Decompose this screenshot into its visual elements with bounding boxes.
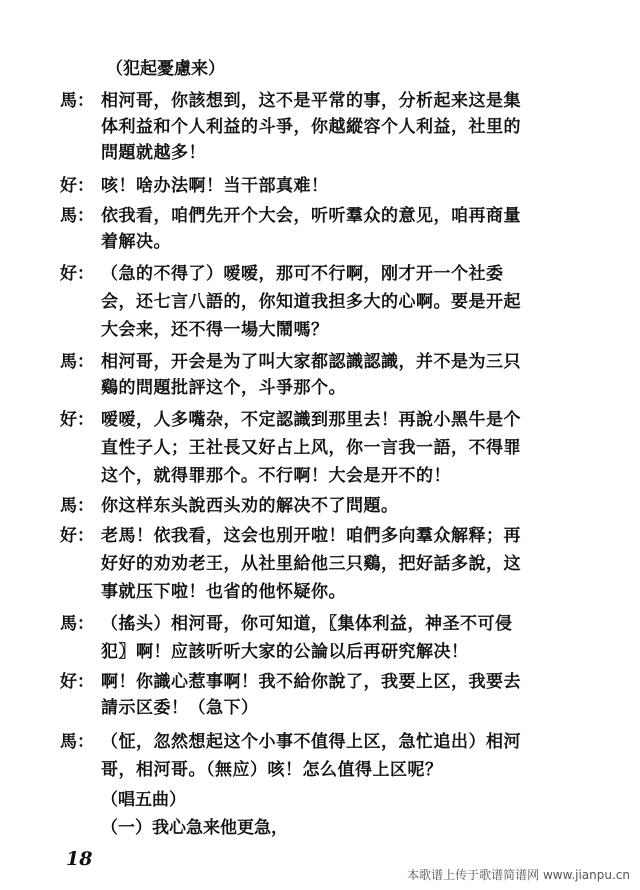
dialogue-line: 老馬！依我看，这会也別开啦！咱們多向羣众解释；再 [101, 526, 521, 546]
dialogue-line: 直性子人；王社長又好占上风，你一言我一語，不得罪 [101, 438, 521, 458]
speaker-ma: 馬： [60, 614, 94, 634]
dialogue-line: 問題就越多！ [101, 143, 206, 163]
dialogue-line: 犯〗啊！应該听听大家的公論以后再研究解决！ [101, 642, 469, 662]
speaker-hao: 好： [60, 264, 94, 284]
dialogue-line: 好好的劝劝老王，从社里給他三只鷄，把好話多說，这 [101, 554, 521, 574]
dialogue-line: （急的不得了）嗳嗳，那可不行啊，刚才开一个社委 [101, 264, 504, 284]
dialogue-line: 事就压下啦！也省的他怀疑你。 [101, 582, 346, 602]
stage-direction: （犯起憂慮来） [106, 59, 225, 79]
dialogue-line: 大会来，还不得一場大鬧嗎？ [101, 320, 329, 340]
dialogue-line: 哥，相河哥。（無应）咳！怎么值得上区呢？ [101, 760, 443, 780]
speaker-hao: 好： [60, 672, 94, 692]
dialogue-line: 着解决。 [101, 232, 171, 252]
dialogue-line: 依我看，咱們先开个大会，听听羣众的意见，咱再商量 [101, 206, 521, 226]
dialogue-line: 会，还七言八語的，你知道我担多大的心啊。要是开起 [101, 292, 521, 312]
dialogue-line: 相河哥，开会是为了叫大家都認識認識，并不是为三只 [101, 352, 521, 372]
dialogue-line: 咳！啥办法啊！当干部真难！ [101, 176, 329, 196]
speaker-ma: 馬： [60, 91, 94, 111]
dialogue-line: 你这样东头說西头劝的解决不了問題。 [101, 496, 399, 516]
dialogue-line: 嗳嗳，人多嘴杂，不定認識到那里去！再說小黑牛是个 [101, 410, 521, 430]
stage-direction: （唱五曲） [101, 790, 186, 810]
page-number: 18 [66, 848, 93, 870]
speaker-ma: 馬： [60, 732, 94, 752]
speaker-hao: 好： [60, 410, 94, 430]
watermark: 本歌谱上传于歌谱简谱网 www.jianpu.cn [407, 868, 630, 882]
dialogue-line: （搖头）相河哥，你可知道，〖集体利益，神圣不可侵 [101, 614, 513, 634]
dialogue-line: 这个，就得罪那个。不行啊！大会是开不的！ [101, 466, 451, 486]
dialogue-line: 相河哥，你該想到，这不是平常的事，分析起来这是集 [101, 91, 521, 111]
speaker-ma: 馬： [60, 206, 94, 226]
dialogue-line: 鷄的問題批評这个，斗爭那个。 [101, 378, 346, 398]
dialogue-line: （怔，忽然想起这个小事不值得上区，急忙追出）相河 [101, 732, 521, 752]
speaker-ma: 馬： [60, 496, 94, 516]
dialogue-line: 請示区委！（急下） [101, 698, 259, 718]
speaker-ma: 馬： [60, 352, 94, 372]
dialogue-line: 体利益和个人利益的斗爭，你越縱容个人利益，社里的 [101, 117, 521, 137]
speaker-hao: 好： [60, 176, 94, 196]
dialogue-line: 啊！你識心惹事啊！我不給你說了，我要上区，我要去 [101, 672, 521, 692]
speaker-hao: 好： [60, 526, 94, 546]
song-line: （一）我心急来他更急， [101, 818, 288, 838]
